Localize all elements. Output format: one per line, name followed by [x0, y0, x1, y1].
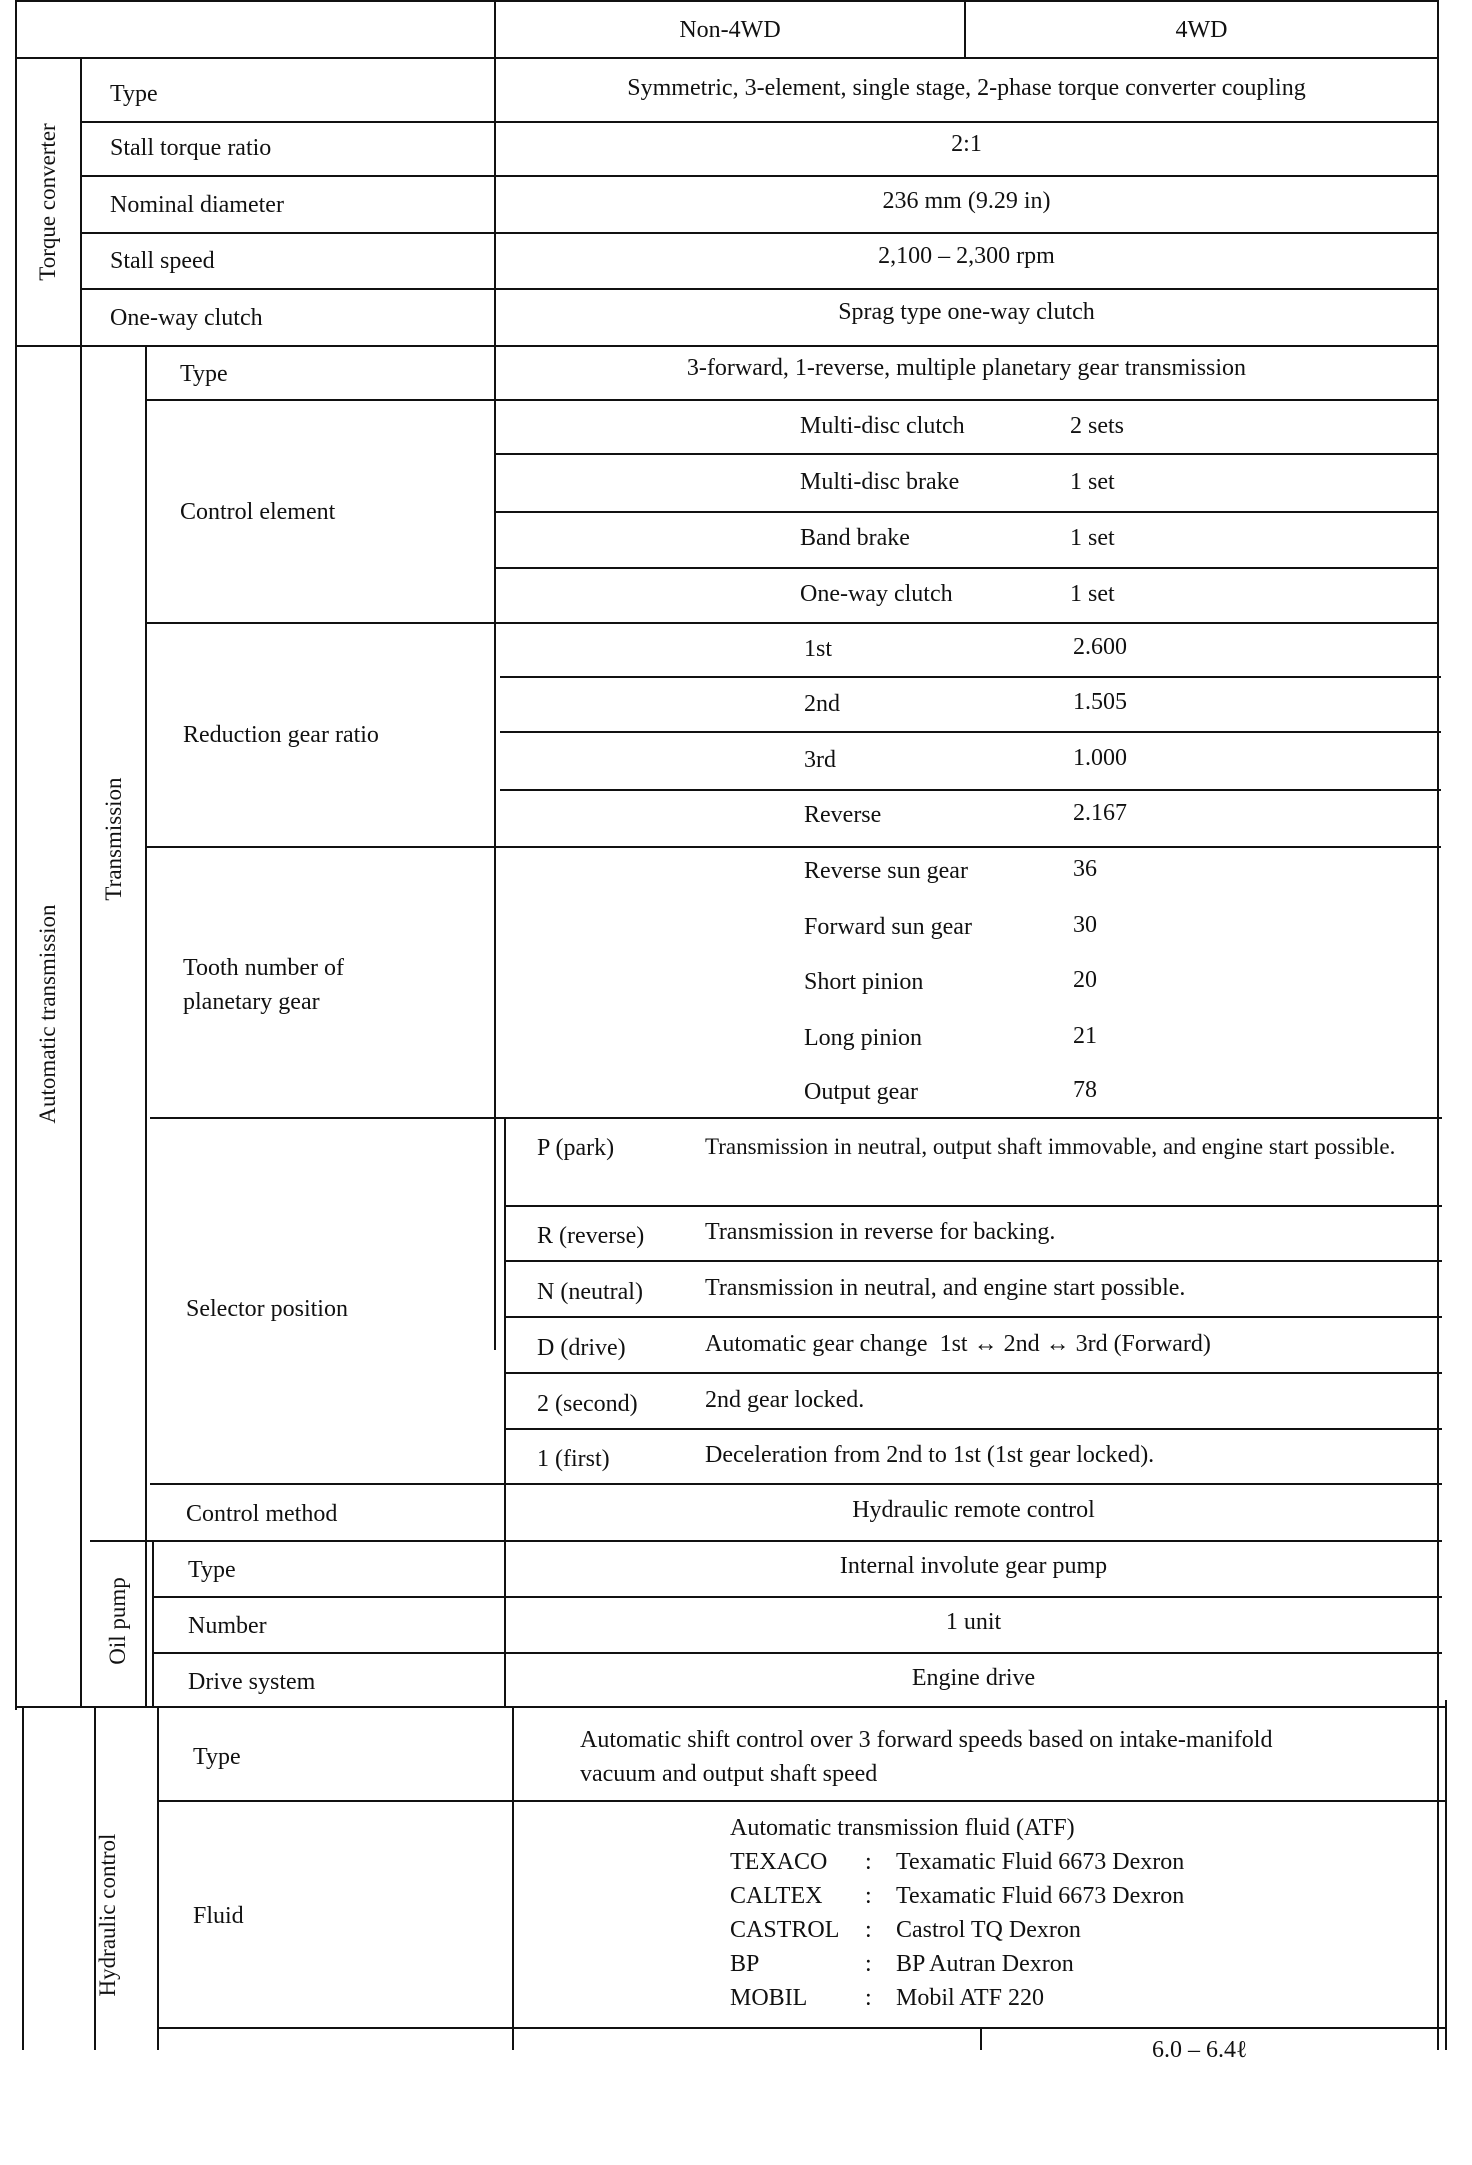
- section-label-oil-pump: Oil pump: [105, 1577, 130, 1665]
- control-element-qty: 1 set: [1070, 525, 1115, 551]
- fluid-colon: :: [865, 1985, 872, 2011]
- oil-pump-divider: [152, 1540, 154, 1707]
- row-line: [80, 175, 1438, 177]
- row-line: [496, 453, 1439, 455]
- value-col-divider: [980, 2027, 982, 2050]
- row-line: [504, 1205, 1442, 1207]
- tooth-count: 36: [1073, 856, 1097, 882]
- tooth-part: Reverse sun gear: [804, 858, 968, 884]
- control-element-name: Multi-disc clutch: [800, 413, 965, 439]
- tooth-label-line-2: planetary gear: [183, 989, 320, 1015]
- control-element-qty: 1 set: [1070, 469, 1115, 495]
- section-label-automatic-transmission: Automatic transmission: [35, 904, 60, 1124]
- tc-stall-speed-value: 2,100 – 2,300 rpm: [878, 243, 1055, 269]
- table-border-right: [1437, 0, 1439, 2050]
- row-line: [504, 1372, 1442, 1374]
- table-border-top: [15, 0, 1439, 2]
- reduction-ratio: 1.505: [1073, 689, 1127, 715]
- row-line: [150, 1117, 1442, 1119]
- oil-pump-drive-value: Engine drive: [911, 1665, 1036, 1691]
- tc-stall-ratio-label: Stall torque ratio: [110, 135, 272, 161]
- selector-pos: R (reverse): [537, 1223, 645, 1249]
- row-line: [496, 511, 1439, 513]
- row-line: [145, 622, 1439, 624]
- tc-one-way-value: Sprag type one-way clutch: [838, 299, 1095, 325]
- selector-pos: 2 (second): [537, 1391, 638, 1417]
- selector-desc: Transmission in neutral, and engine start possible.: [705, 1275, 1186, 1301]
- subsection-divider: [157, 1706, 159, 2050]
- fluid-brand: MOBIL: [730, 1985, 808, 2011]
- fluid-colon: :: [865, 1883, 872, 1909]
- table-border-left: [15, 0, 17, 1710]
- tooth-count: 21: [1073, 1023, 1097, 1049]
- fluid-colon: :: [865, 1849, 872, 1875]
- row-line: [152, 1596, 1442, 1598]
- reduction-ratio: 1.000: [1073, 745, 1127, 771]
- selector-desc: Deceleration from 2nd to 1st (1st gear locked).: [705, 1442, 1155, 1468]
- row-line: [157, 2027, 1447, 2029]
- fluid-product: Castrol TQ Dexron: [896, 1917, 1081, 1943]
- selector-pos: D (drive): [537, 1335, 626, 1361]
- fluid-label: Fluid: [193, 1903, 244, 1929]
- header-bottom-line: [15, 57, 1439, 59]
- tc-one-way-label: One-way clutch: [110, 305, 263, 331]
- oil-pump-number-label: Number: [188, 1613, 267, 1639]
- fluid-colon: :: [865, 1951, 872, 1977]
- tooth-part: Long pinion: [804, 1025, 922, 1051]
- tooth-part: Forward sun gear: [804, 914, 972, 940]
- tr-type-label: Type: [180, 361, 228, 387]
- selector-desc: 2nd gear locked.: [705, 1387, 865, 1413]
- tooth-count: 78: [1073, 1077, 1097, 1103]
- row-line: [80, 121, 1438, 123]
- oil-pump-type-value: Internal involute gear pump: [839, 1553, 1108, 1579]
- section-label-transmission: Transmission: [101, 777, 126, 901]
- row-line: [504, 1260, 1442, 1262]
- fluid-product: Texamatic Fluid 6673 Dexron: [896, 1883, 1185, 1909]
- oil-pump-drive-label: Drive system: [188, 1669, 316, 1695]
- value-divider: [512, 1706, 514, 2050]
- selector-pos: N (neutral): [537, 1279, 643, 1305]
- table-border-right-lower: [1445, 1700, 1447, 2050]
- section-line: [15, 345, 1439, 347]
- tc-stall-speed-label: Stall speed: [110, 248, 215, 274]
- header-non-4wd: Non-4WD: [679, 17, 781, 43]
- tooth-part: Short pinion: [804, 969, 924, 995]
- row-line: [500, 789, 1441, 791]
- section-line: [15, 1706, 1445, 1708]
- fluid-colon: :: [865, 1917, 872, 1943]
- fluid-title: Automatic transmission fluid (ATF): [730, 1815, 1075, 1841]
- tr-type-value: 3-forward, 1-reverse, multiple planetary gear transmission: [686, 355, 1247, 381]
- hydraulic-type-label: Type: [193, 1744, 241, 1770]
- section-line: [90, 1540, 1442, 1542]
- reduction-gear: Reverse: [804, 802, 882, 828]
- tc-diameter-label: Nominal diameter: [110, 192, 284, 218]
- control-element-label: Control element: [180, 499, 336, 525]
- oil-pump-type-label: Type: [188, 1557, 236, 1583]
- row-line: [152, 1652, 1442, 1654]
- reduction-gear: 3rd: [804, 747, 836, 773]
- oil-pump-number-value: 1 unit: [945, 1609, 1002, 1635]
- row-line: [150, 1483, 1442, 1485]
- tooth-count: 20: [1073, 967, 1097, 993]
- tc-diameter-value: 236 mm (9.29 in): [882, 188, 1051, 214]
- fluid-brand: CASTROL: [730, 1917, 840, 1943]
- selector-pos: 1 (first): [537, 1446, 610, 1472]
- row-line: [145, 399, 1439, 401]
- section-label-divider: [80, 57, 82, 1707]
- control-method-value: Hydraulic remote control: [852, 1497, 1095, 1523]
- fluid-product: Texamatic Fluid 6673 Dexron: [896, 1849, 1185, 1875]
- row-line: [80, 288, 1438, 290]
- row-line: [504, 1428, 1442, 1430]
- fluid-product: BP Autran Dexron: [896, 1951, 1074, 1977]
- reduction-gear: 1st: [804, 636, 833, 662]
- control-method-label: Control method: [186, 1501, 338, 1527]
- selector-desc: Transmission in reverse for backing.: [705, 1219, 1056, 1245]
- row-line: [157, 1800, 1447, 1802]
- tooth-count: 30: [1073, 912, 1097, 938]
- selector-label: Selector position: [186, 1296, 348, 1322]
- hydraulic-type-value-line-1: Automatic shift control over 3 forward speeds based on intake-manifold: [580, 1727, 1273, 1753]
- fluid-brand: BP: [730, 1951, 760, 1977]
- selector-desc: Automatic gear change 1st ↔ 2nd ↔ 3rd (Forward): [705, 1331, 1211, 1357]
- reduction-gear: 2nd: [804, 691, 840, 717]
- control-element-qty: 1 set: [1070, 581, 1115, 607]
- row-line: [500, 731, 1441, 733]
- row-line: [504, 1316, 1442, 1318]
- reduction-ratio: 2.600: [1073, 634, 1127, 660]
- fluid-brand: CALTEX: [730, 1883, 823, 1909]
- selector-desc: Transmission in neutral, output shaft immovable, and engine start possible.: [705, 1134, 1396, 1159]
- hydraulic-type-value-line-2: vacuum and output shaft speed: [580, 1761, 878, 1787]
- subsection-divider: [145, 345, 147, 1707]
- section-label-hydraulic-control: Hydraulic control: [95, 1833, 120, 1997]
- row-line: [80, 232, 1438, 234]
- tooth-label-line-1: Tooth number of: [183, 955, 344, 981]
- tooth-part: Output gear: [804, 1079, 918, 1105]
- control-element-name: Band brake: [800, 525, 910, 551]
- control-element-name: One-way clutch: [800, 581, 953, 607]
- fluid-brand: TEXACO: [730, 1849, 828, 1875]
- row-line: [500, 676, 1441, 678]
- row-line: [496, 567, 1439, 569]
- control-element-qty: 2 sets: [1070, 413, 1124, 439]
- fluid-product: Mobil ATF 220: [896, 1985, 1045, 2011]
- section-label-torque-converter: Torque converter: [35, 123, 60, 281]
- control-element-name: Multi-disc brake: [800, 469, 960, 495]
- table-border-left-lower: [22, 1706, 24, 2050]
- partial-capacity-value: 6.0 – 6.4ℓ: [1152, 2037, 1248, 2063]
- reduction-label: Reduction gear ratio: [183, 722, 379, 748]
- selector-pos: P (park): [537, 1135, 615, 1161]
- reduction-ratio: 2.167: [1073, 800, 1127, 826]
- tc-type-value: Symmetric, 3-element, single stage, 2-phase torque converter coupling: [627, 75, 1306, 101]
- tc-stall-ratio-value: 2:1: [951, 131, 982, 157]
- row-line: [145, 846, 1441, 848]
- tc-type-label: Type: [110, 81, 158, 107]
- header-4wd: 4WD: [1175, 17, 1228, 43]
